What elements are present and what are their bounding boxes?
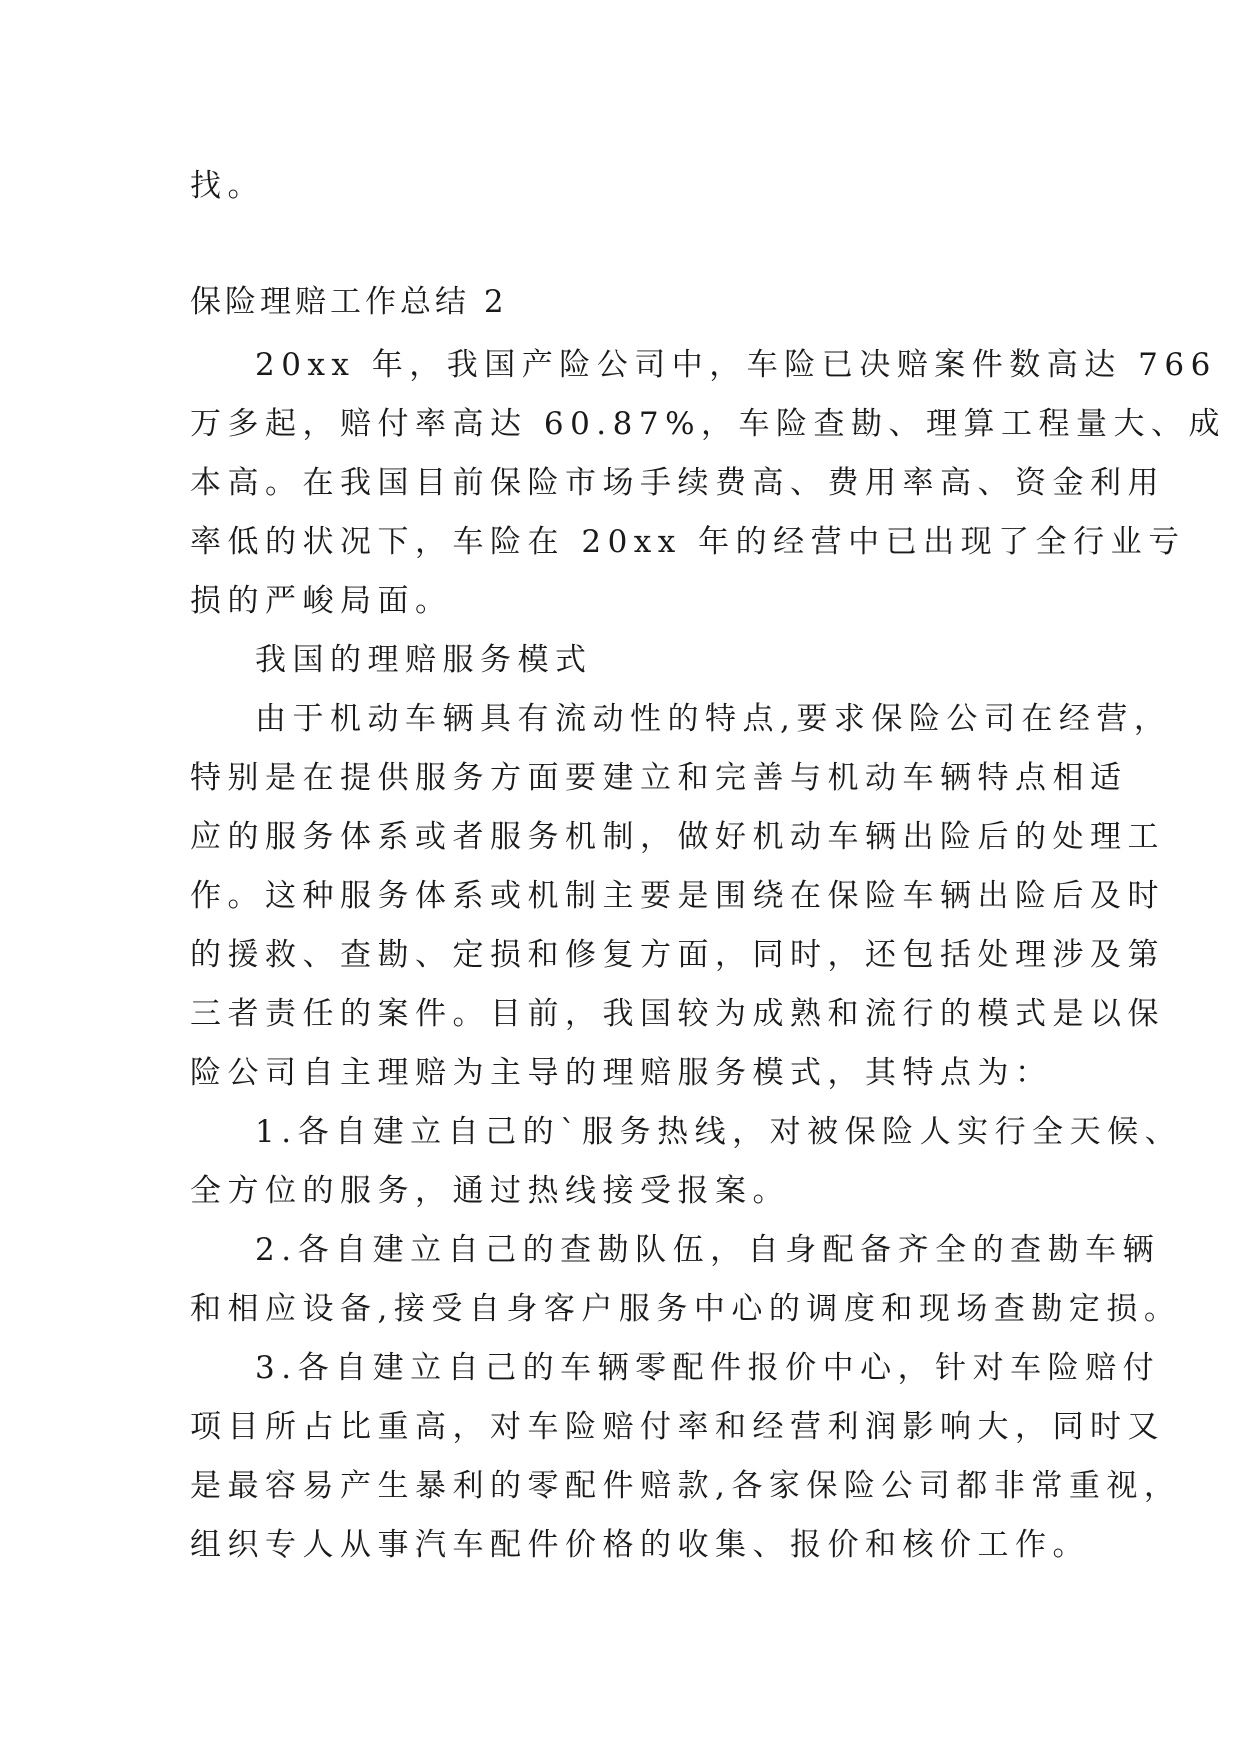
paragraph-line: 应的服务体系或者服务机制，做好机动车辆出险后的处理工 bbox=[190, 819, 1165, 855]
list-item-3-line: 项目所占比重高，对车险赔付率和经营利润影响大，同时又 bbox=[190, 1409, 1165, 1445]
previous-paragraph-tail: 找。 bbox=[190, 168, 265, 204]
list-item-2-line: 2.各自建立自己的查勘队伍，自身配备齐全的查勘车辆 bbox=[255, 1232, 1161, 1268]
list-item-1-line: 1.各自建立自己的`服务热线，对被保险人实行全天候、 bbox=[255, 1114, 1183, 1150]
paragraph-line: 险公司自主理赔为主导的理赔服务模式，其特点为： bbox=[190, 1055, 1053, 1091]
paragraph-line: 特别是在提供服务方面要建立和完善与机动车辆特点相适 bbox=[190, 760, 1128, 796]
paragraph-line: 由于机动车辆具有流动性的特点,要求保险公司在经营， bbox=[255, 701, 1172, 737]
list-item-3-line: 3.各自建立自己的车辆零配件报价中心，针对车险赔付 bbox=[255, 1350, 1161, 1386]
list-item-1-line: 全方位的服务，通过热线接受报案。 bbox=[190, 1173, 790, 1209]
list-item-3-line: 组织专人从事汽车配件价格的收集、报价和核价工作。 bbox=[190, 1527, 1090, 1563]
paragraph-line: 三者责任的案件。目前，我国较为成熟和流行的模式是以保 bbox=[190, 996, 1165, 1032]
paragraph-line: 的援救、查勘、定损和修复方面，同时，还包括处理涉及第 bbox=[190, 937, 1165, 973]
paragraph-line: 作。这种服务体系或机制主要是围绕在保险车辆出险后及时 bbox=[190, 878, 1165, 914]
paragraph-line: 损的严峻局面。 bbox=[190, 583, 453, 619]
section-title: 保险理赔工作总结 2 bbox=[190, 284, 508, 320]
paragraph-line: 20xx 年，我国产险公司中，车险已决赔案件数高达 766 bbox=[255, 347, 1217, 383]
subheading: 我国的理赔服务模式 bbox=[255, 642, 593, 678]
list-item-2-line: 和相应设备,接受自身客户服务中心的调度和现场查勘定损。 bbox=[190, 1291, 1182, 1327]
paragraph-line: 率低的状况下，车险在 20xx 年的经营中已出现了全行业亏 bbox=[190, 524, 1186, 560]
list-item-3-line: 是最容易产生暴利的零配件赔款,各家保险公司都非常重视， bbox=[190, 1468, 1182, 1504]
paragraph-line: 万多起，赔付率高达 60.87%，车险查勘、理算工程量大、成 bbox=[190, 406, 1227, 442]
paragraph-line: 本高。在我国目前保险市场手续费高、费用率高、资金利用 bbox=[190, 465, 1165, 501]
